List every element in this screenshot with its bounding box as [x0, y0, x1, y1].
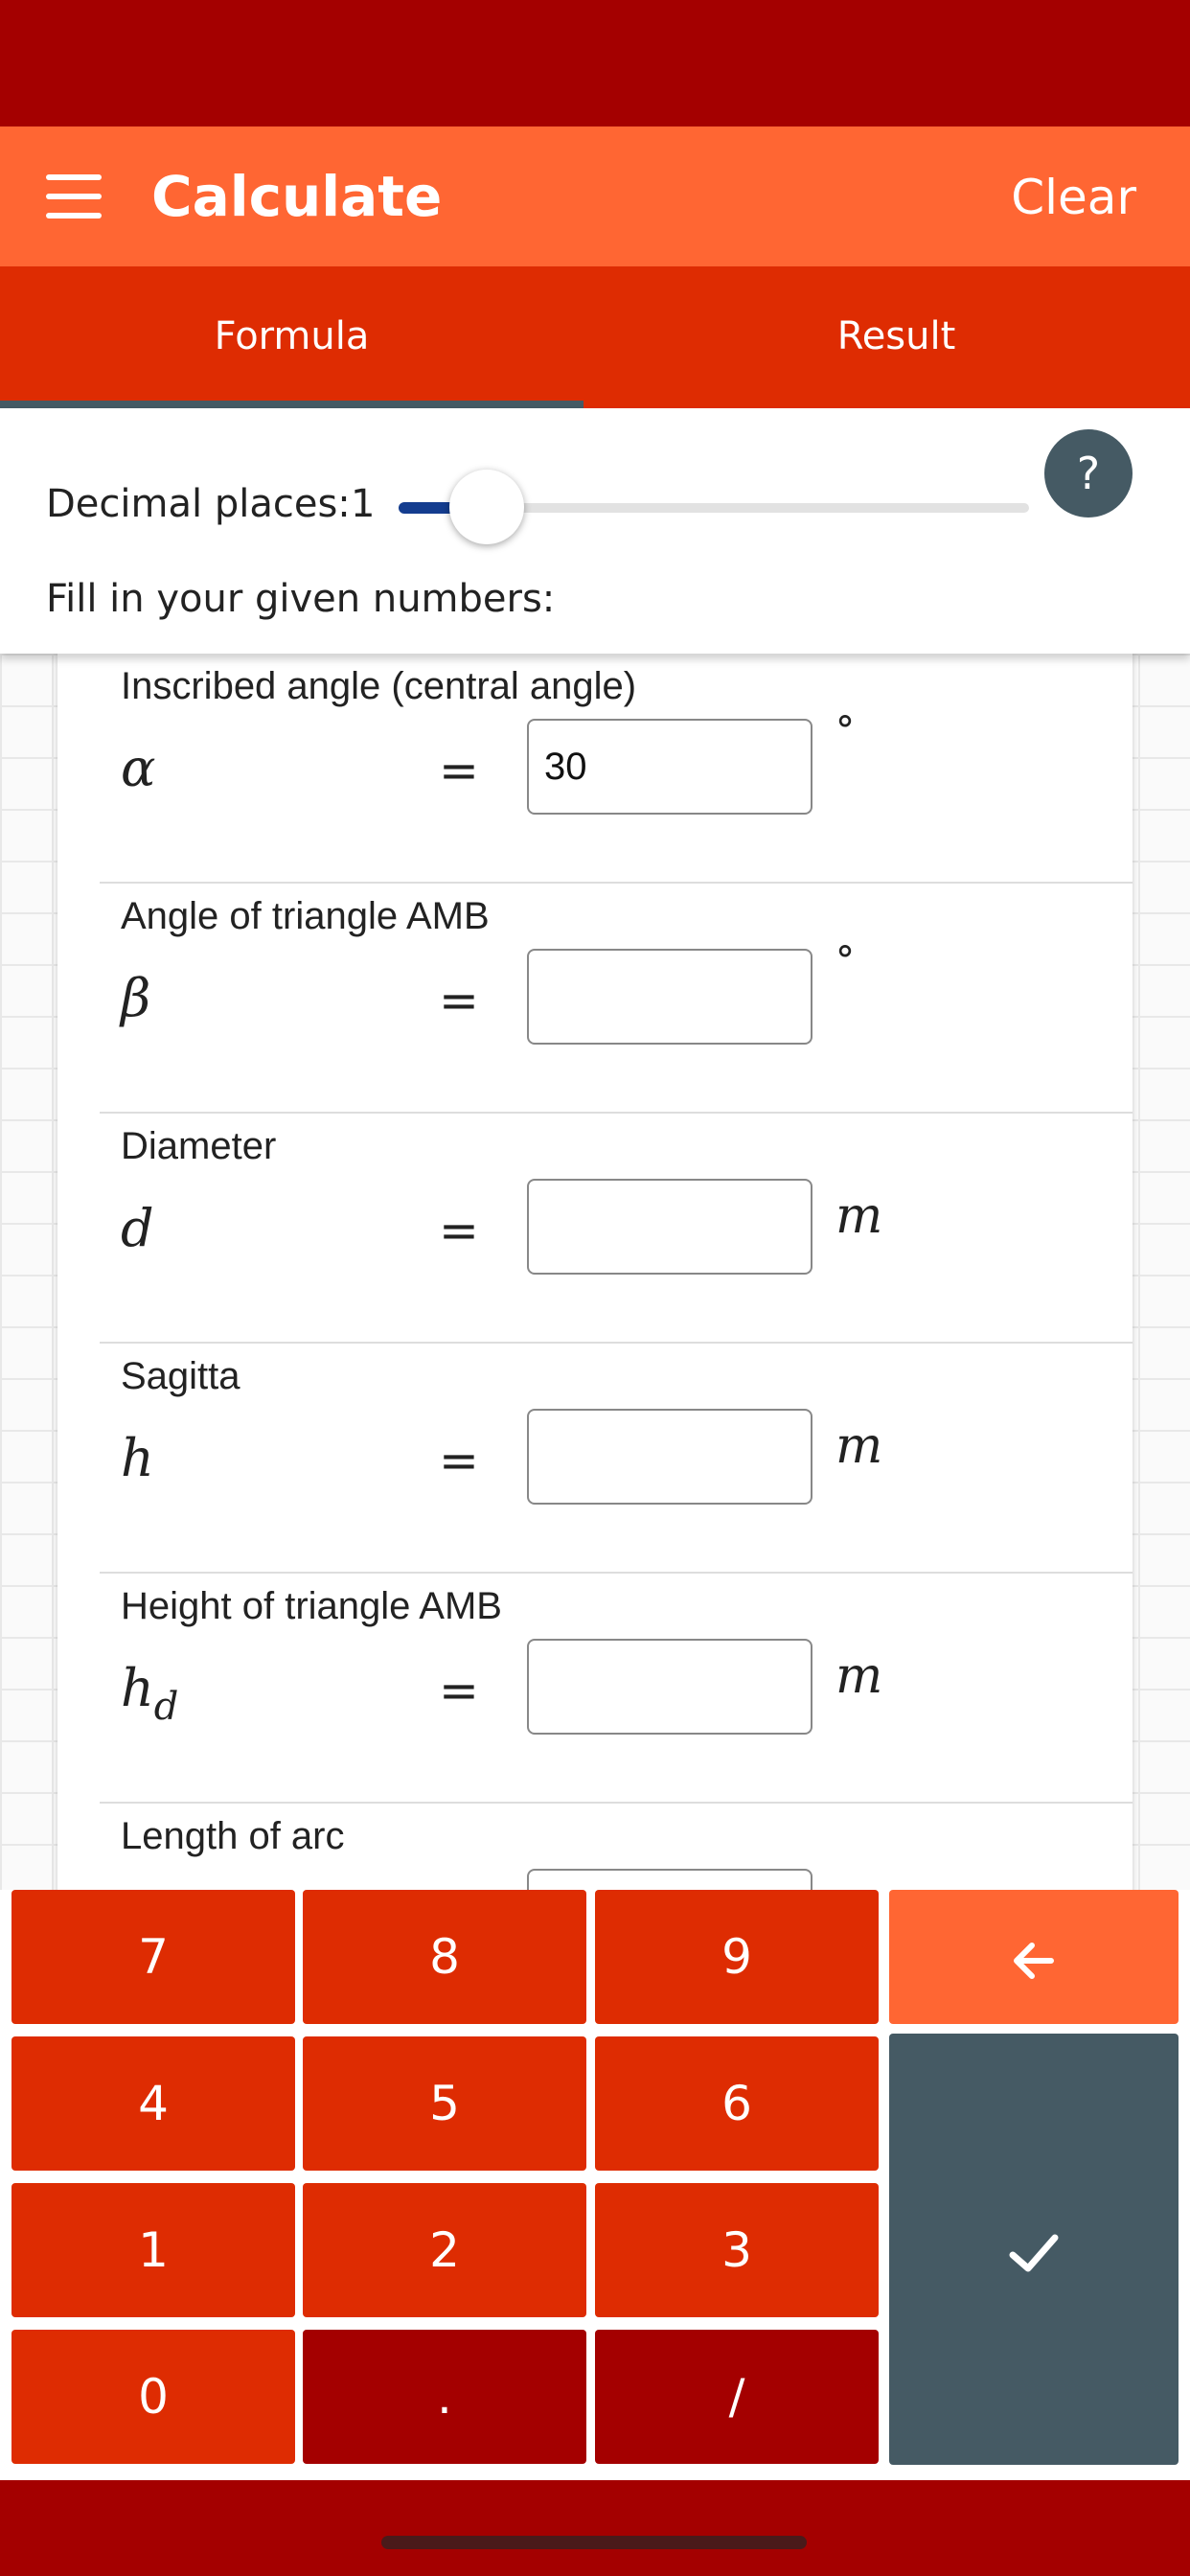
status-bar — [0, 0, 1190, 126]
arrow-left-icon — [1007, 1934, 1061, 1988]
key-6[interactable]: 6 — [595, 2036, 879, 2171]
checkmark-icon — [1003, 2222, 1064, 2284]
key-8[interactable]: 8 — [303, 1890, 586, 2024]
field-label: Angle of triangle AMB — [121, 895, 490, 937]
height-input[interactable] — [527, 1639, 812, 1735]
key-7[interactable]: 7 — [11, 1890, 295, 2024]
field-label: Length of arc — [121, 1815, 345, 1857]
field-row-inscribed-angle — [57, 654, 1133, 884]
input-card — [57, 654, 1133, 1890]
formula-scroll-area[interactable] — [0, 654, 1190, 1890]
navigation-bar — [0, 2480, 1190, 2576]
field-label: Sagitta — [121, 1355, 240, 1397]
help-button[interactable]: ? — [1044, 429, 1133, 518]
numeric-keypad — [0, 1890, 1190, 2480]
tab-bar — [0, 266, 1190, 408]
field-label: Height of triangle AMB — [121, 1585, 502, 1627]
variable-symbol: β — [121, 968, 151, 1028]
unit-meter: m — [835, 1647, 883, 1705]
unit-degree: ° — [835, 709, 855, 753]
key-3[interactable]: 3 — [595, 2183, 879, 2317]
field-row-height-amb — [57, 1574, 1133, 1804]
slider-thumb[interactable] — [449, 470, 524, 544]
unit-meter: m — [835, 1187, 883, 1245]
key-slash[interactable]: / — [595, 2330, 879, 2464]
variable-symbol: h — [121, 1428, 154, 1488]
fill-in-label: Fill in your given numbers: — [46, 577, 556, 621]
equals-sign: = — [439, 1663, 479, 1718]
menu-icon[interactable] — [46, 174, 102, 218]
variable-symbol: d — [121, 1198, 154, 1258]
variable-subscript: d — [153, 1685, 179, 1729]
key-2[interactable]: 2 — [303, 2183, 586, 2317]
decimal-places-value: 1 — [351, 482, 376, 526]
confirm-button[interactable] — [889, 2034, 1179, 2465]
beta-input[interactable] — [527, 949, 812, 1045]
field-row-arc-length — [57, 1804, 1133, 1890]
page-title: Calculate — [151, 164, 443, 229]
key-9[interactable]: 9 — [595, 1890, 879, 2024]
field-label: Diameter — [121, 1125, 277, 1167]
settings-panel — [0, 408, 1190, 654]
decimal-places-label: Decimal places: — [46, 482, 351, 526]
field-label: Inscribed angle (central angle) — [121, 665, 637, 707]
key-decimal-point[interactable]: . — [303, 2330, 586, 2464]
arc-length-input[interactable] — [527, 1869, 812, 1890]
unit-degree: ° — [835, 939, 855, 983]
clear-button[interactable]: Clear — [1011, 170, 1136, 225]
field-row-angle-amb — [57, 884, 1133, 1114]
alpha-input[interactable]: 30 — [527, 719, 812, 815]
equals-sign: = — [439, 1203, 479, 1258]
field-row-sagitta — [57, 1344, 1133, 1574]
key-0[interactable]: 0 — [11, 2330, 295, 2464]
equals-sign: = — [439, 743, 479, 798]
field-row-diameter — [57, 1114, 1133, 1344]
home-indicator[interactable] — [381, 2536, 807, 2549]
active-tab-indicator — [0, 401, 584, 408]
unit-meter: m — [835, 1417, 883, 1475]
key-4[interactable]: 4 — [11, 2036, 295, 2171]
equals-sign: = — [439, 973, 479, 1028]
variable-symbol — [121, 1650, 178, 1745]
sagitta-input[interactable] — [527, 1409, 812, 1505]
key-1[interactable]: 1 — [11, 2183, 295, 2317]
decimal-places-slider[interactable] — [399, 477, 1029, 535]
variable-symbol-base: h — [121, 1658, 154, 1718]
diameter-input[interactable] — [527, 1179, 812, 1275]
equals-sign: = — [439, 1433, 479, 1488]
key-5[interactable]: 5 — [303, 2036, 586, 2171]
variable-symbol: α — [121, 738, 156, 798]
backspace-button[interactable] — [889, 1890, 1179, 2024]
tab-result[interactable]: Result — [836, 314, 956, 358]
app-bar — [0, 126, 1190, 266]
tab-formula[interactable]: Formula — [214, 314, 370, 358]
